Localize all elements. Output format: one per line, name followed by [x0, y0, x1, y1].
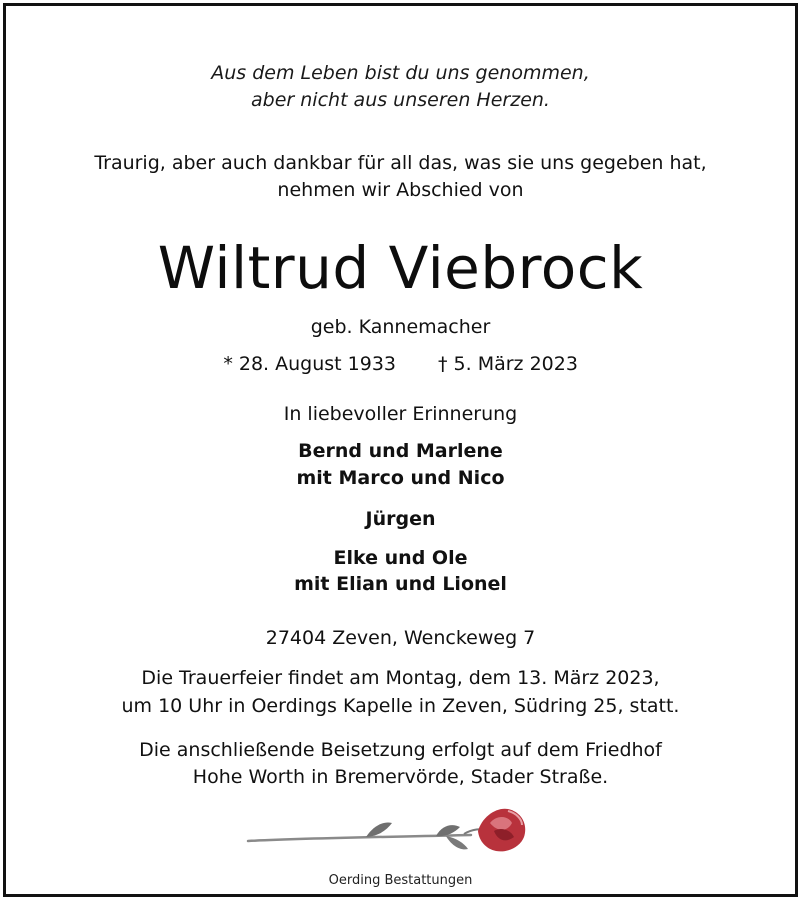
family-group-1-line-1: Bernd und Marlene: [298, 440, 503, 462]
ceremony-line-2: um 10 Uhr in Oerdings Kapelle in Zeven, Südring 25, statt.: [121, 695, 680, 717]
birth-name: geb. Kannemacher: [310, 316, 491, 338]
obituary-content: [6, 6, 795, 894]
family-group-2-line-1: Jürgen: [365, 508, 436, 530]
address: 27404 Zeven, Wenckeweg 7: [265, 627, 536, 649]
family-group-3-line-2: mit Elian und Lionel: [294, 573, 507, 595]
burial-line-1: Die anschließende Beisetzung erfolgt auf dem Friedhof: [139, 739, 662, 761]
ceremony-line-1: Die Trauerfeier findet am Montag, dem 13. März 2023,: [141, 667, 660, 689]
family-group-1-line-2: mit Marco und Nico: [296, 467, 505, 489]
motto-line-2: aber nicht aus unseren Herzen.: [251, 89, 550, 111]
obituary-frame: [3, 3, 798, 897]
rose-icon: [246, 801, 536, 871]
intro-line-2: nehmen wir Abschied von: [277, 179, 524, 201]
deceased-name: Wiltrud Viebrock: [157, 234, 644, 302]
birth-date: * 28. August 1933: [223, 353, 396, 375]
burial-line-2: Hohe Worth in Bremervörde, Stader Straße.: [192, 766, 609, 788]
memory-line: In liebevoller Erinnerung: [283, 403, 518, 425]
motto-line-1: Aus dem Leben bist du uns genommen,: [211, 62, 590, 84]
intro-line-1: Traurig, aber auch dankbar für all das, was sie uns gegeben hat,: [94, 152, 707, 174]
footer-undertaker: Oerding Bestattungen: [328, 873, 473, 888]
family-group-3-line-1: Elke und Ole: [333, 547, 468, 569]
death-date: † 5. März 2023: [438, 353, 578, 375]
life-dates: [6, 353, 795, 379]
